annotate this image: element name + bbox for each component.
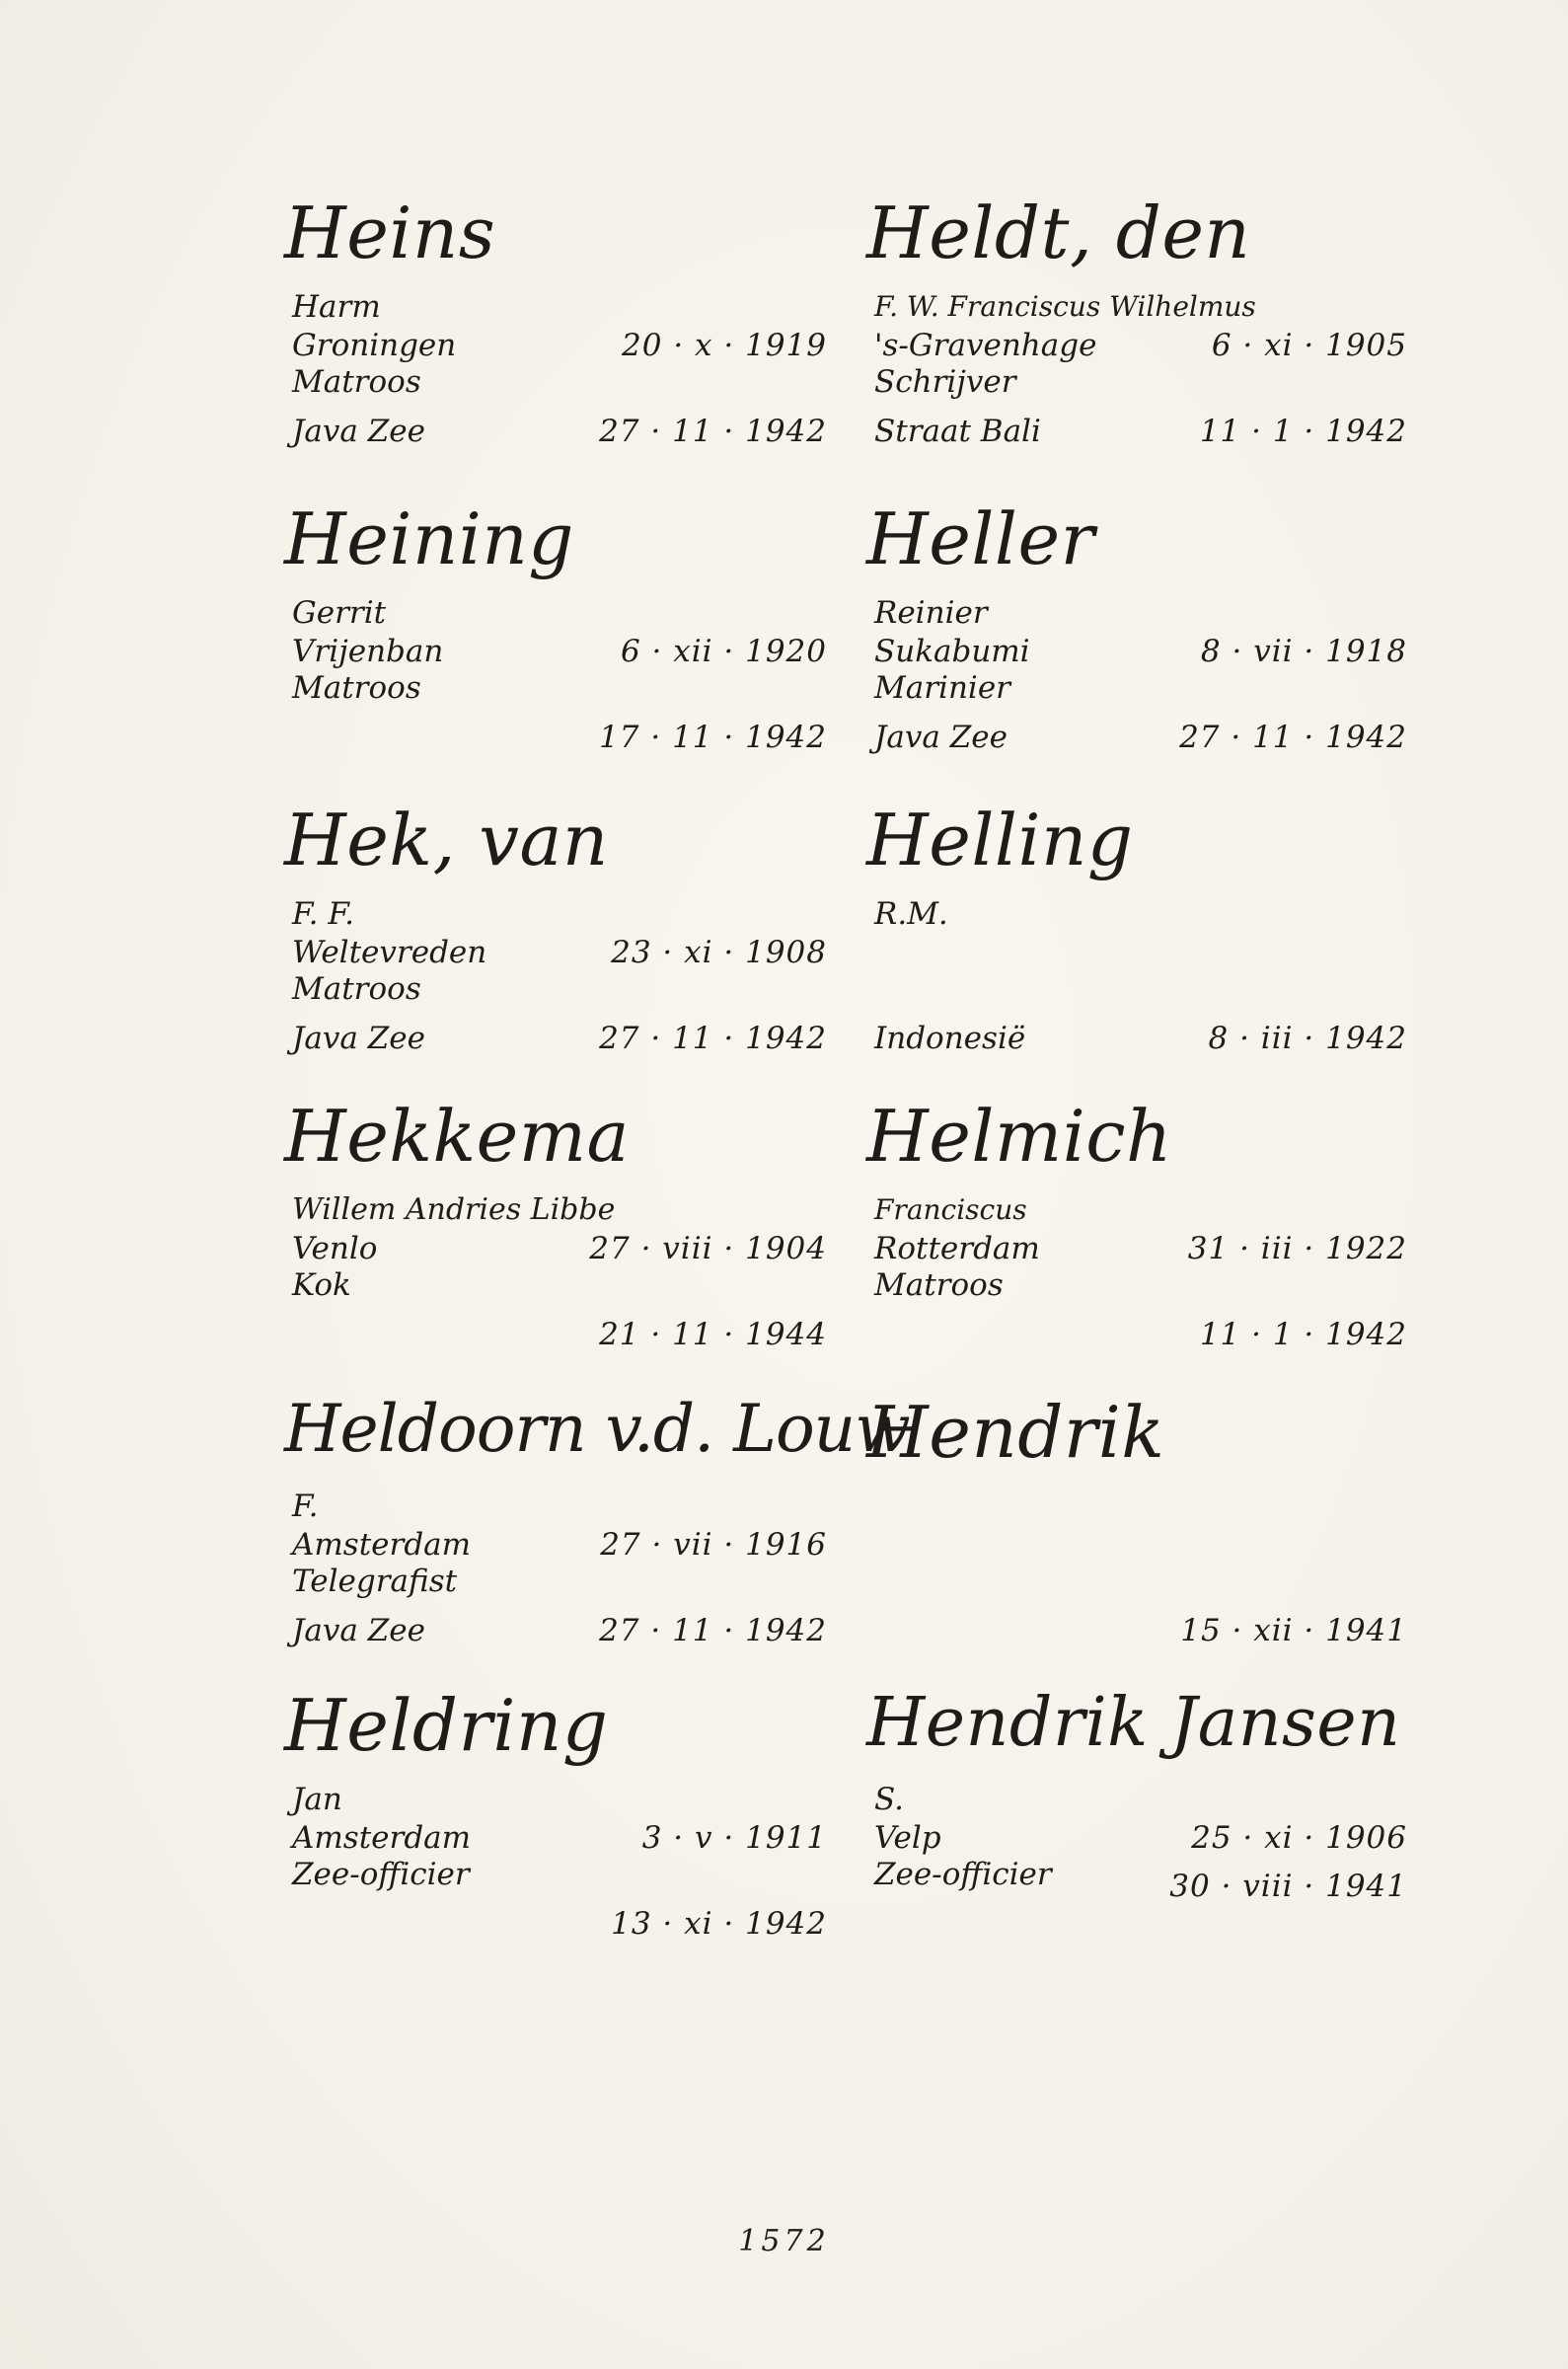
- deathdate: 17 · 11 · 1942: [599, 720, 827, 755]
- given-name-line: [284, 1191, 827, 1229]
- rank-line: [866, 1266, 1407, 1304]
- death-line: [866, 1316, 1407, 1353]
- rank-line: [866, 970, 1407, 1008]
- birth-line: [866, 1230, 1407, 1267]
- deathplace: Java Zee: [292, 1021, 425, 1056]
- deathdate: 27 · 11 · 1942: [599, 1613, 827, 1648]
- given-name-line: [284, 895, 827, 933]
- given-name: F. F.: [292, 896, 354, 932]
- birth-line: [866, 1526, 1407, 1564]
- death-line: [866, 719, 1407, 756]
- surname: Heller: [866, 497, 1095, 580]
- birthdate: 20 · x · 1919: [622, 328, 827, 363]
- birthdate: 27 · vii · 1916: [600, 1527, 827, 1563]
- rank: Matroos: [292, 364, 421, 400]
- death-line: [284, 719, 827, 756]
- deathplace: Java Zee: [874, 720, 1008, 755]
- death-line: [284, 1612, 827, 1649]
- death-line: [866, 1020, 1407, 1057]
- birth-line: [866, 633, 1407, 670]
- deathplace: Straat Bali: [874, 414, 1041, 449]
- rank: Marinier: [874, 670, 1011, 706]
- birthdate: 31 · iii · 1922: [1187, 1231, 1407, 1266]
- birth-line: [284, 1526, 827, 1564]
- given-name-line: [866, 895, 1407, 933]
- death-line: [866, 1868, 1407, 1905]
- given-name-line: [866, 1488, 1407, 1525]
- birthdate: 23 · xi · 1908: [611, 935, 827, 970]
- death-line: [284, 1905, 827, 1943]
- surname: Hendrik: [866, 1391, 1165, 1474]
- deathdate: 11 · 1 · 1942: [1199, 1317, 1407, 1352]
- rank: Matroos: [874, 1267, 1004, 1303]
- deathdate: 27 · 11 · 1942: [599, 414, 827, 449]
- deathdate: 27 · 11 · 1942: [1179, 720, 1407, 755]
- birth-line: [284, 1819, 827, 1857]
- birthdate: 25 · xi · 1906: [1191, 1820, 1407, 1856]
- birth-line: [866, 934, 1407, 971]
- birthplace: Rotterdam: [874, 1231, 1040, 1266]
- surname: Heldt, den: [866, 191, 1251, 274]
- given-name: Jan: [292, 1782, 342, 1817]
- given-name-line: [866, 1781, 1407, 1818]
- given-name: Gerrit: [292, 595, 387, 631]
- rank: Zee-officier: [874, 1857, 1052, 1892]
- page-number: 1572: [738, 2224, 830, 2258]
- birth-line: [284, 327, 827, 364]
- rank-line: [284, 1563, 827, 1600]
- rank: Zee-officier: [292, 1857, 470, 1892]
- given-name-line: [284, 594, 827, 632]
- deathplace: Java Zee: [292, 1613, 425, 1648]
- deathdate: 15 · xii · 1941: [1180, 1613, 1407, 1648]
- deathdate: 27 · 11 · 1942: [599, 1021, 827, 1056]
- rank-line: [866, 1563, 1407, 1600]
- rank-line: [866, 669, 1407, 707]
- surname: Heldoorn v.d. Louw: [284, 1391, 910, 1467]
- rank-line: [284, 669, 827, 707]
- rank-line: [284, 1266, 827, 1304]
- deathplace: Indonesië: [874, 1021, 1026, 1056]
- surname: Hekkema: [284, 1095, 630, 1178]
- deathdate: 13 · xi · 1942: [611, 1906, 827, 1942]
- rank: Telegrafist: [292, 1564, 458, 1599]
- rank-line: [284, 363, 827, 401]
- birthdate: 8 · vii · 1918: [1200, 634, 1407, 669]
- birthplace: Groningen: [292, 328, 457, 363]
- birth-line: [284, 934, 827, 971]
- birthdate: 3 · v · 1911: [641, 1820, 827, 1856]
- birthplace: Vrijenban: [292, 634, 444, 669]
- rank: Schrijver: [874, 364, 1016, 400]
- surname: Hek, van: [284, 799, 609, 881]
- birthplace: 's-Gravenhage: [874, 328, 1097, 363]
- given-name: Willem Andries Libbe: [292, 1192, 616, 1227]
- rank: Matroos: [292, 971, 421, 1007]
- death-line: [284, 1020, 827, 1057]
- surname: Heining: [284, 497, 574, 580]
- given-name: Reinier: [874, 595, 988, 631]
- birth-line: [866, 327, 1407, 364]
- given-name: S.: [874, 1782, 904, 1817]
- birthplace: Amsterdam: [292, 1527, 472, 1563]
- rank: Matroos: [292, 670, 421, 706]
- death-line: [284, 413, 827, 450]
- given-name-line: [284, 1488, 827, 1525]
- birthplace: Sukabumi: [874, 634, 1030, 669]
- surname: Heldring: [284, 1684, 609, 1767]
- surname: Hendrik Jansen: [866, 1684, 1401, 1762]
- deathplace: Java Zee: [292, 414, 425, 449]
- birthdate: 27 · viii · 1904: [589, 1231, 827, 1266]
- birth-line: [866, 1819, 1407, 1857]
- given-name: Harm: [292, 289, 381, 325]
- death-line: [866, 413, 1407, 450]
- birth-line: [284, 1230, 827, 1267]
- birthplace: Venlo: [292, 1231, 378, 1266]
- given-name-line: [866, 1191, 1407, 1229]
- birthplace: Velp: [874, 1820, 941, 1856]
- given-name: Franciscus: [874, 1193, 1027, 1226]
- given-name: F. W. Franciscus Wilhelmus: [874, 290, 1256, 323]
- given-name-line: [866, 594, 1407, 632]
- given-name-line: [284, 1781, 827, 1818]
- given-name: F.: [292, 1489, 319, 1524]
- surname: Heins: [284, 191, 496, 274]
- given-name-line: [284, 288, 827, 326]
- rank: Kok: [292, 1267, 351, 1303]
- deathdate: 21 · 11 · 1944: [599, 1317, 827, 1352]
- given-name: R.M.: [874, 896, 948, 932]
- birthplace: Amsterdam: [292, 1820, 472, 1856]
- surname: Helmich: [866, 1095, 1172, 1178]
- death-line: [866, 1612, 1407, 1649]
- death-line: [284, 1316, 827, 1353]
- rank-line: [284, 970, 827, 1008]
- birth-line: [284, 633, 827, 670]
- birthdate: 6 · xi · 1905: [1211, 328, 1407, 363]
- deathdate: 11 · 1 · 1942: [1199, 414, 1407, 449]
- rank-line: [284, 1856, 827, 1893]
- deathdate: 8 · iii · 1942: [1208, 1021, 1407, 1056]
- birthdate: 6 · xii · 1920: [620, 634, 827, 669]
- rank-line: [866, 363, 1407, 401]
- given-name-line: [866, 288, 1407, 326]
- birthplace: Weltevreden: [292, 935, 487, 970]
- surname: Helling: [866, 799, 1134, 881]
- deathdate: 30 · viii · 1941: [1169, 1869, 1407, 1904]
